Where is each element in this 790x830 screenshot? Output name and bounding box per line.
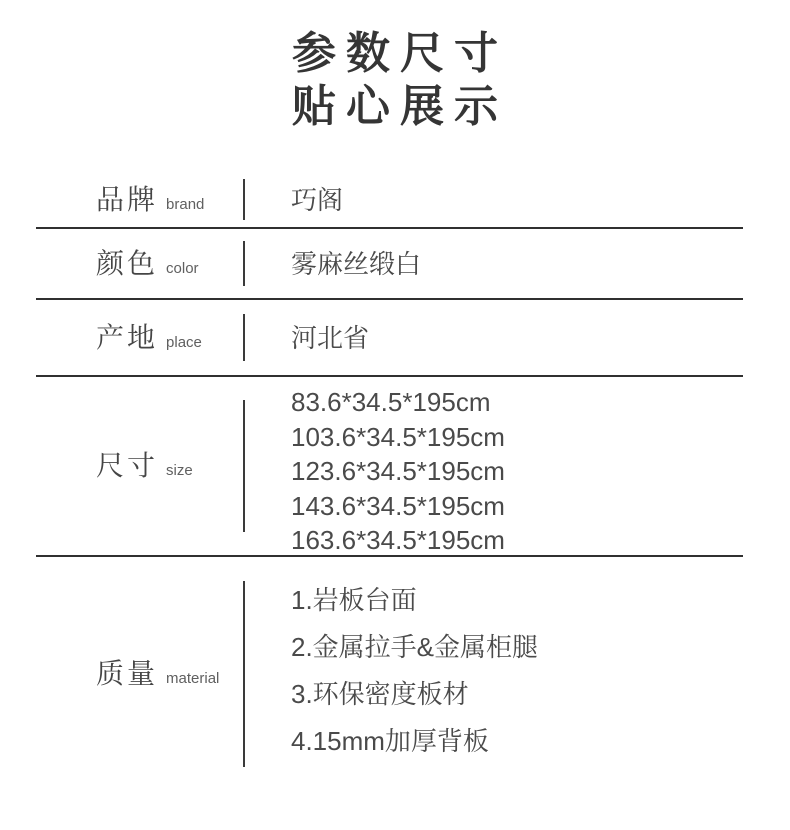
spec-label-cell	[36, 172, 243, 227]
spec-label: 产地	[96, 321, 159, 353]
spec-label-cell	[36, 557, 243, 790]
spec-value: 雾麻丝缎白	[291, 248, 422, 279]
spec-label-cell	[36, 229, 243, 298]
spec-label-pair	[96, 249, 199, 279]
spec-label-pair	[96, 451, 193, 481]
spec-row-place	[36, 300, 743, 377]
spec-label-cell	[36, 377, 243, 555]
spec-sublabel: size	[166, 462, 193, 479]
spec-value-material-3: 3.环保密度板材	[291, 679, 469, 709]
spec-value-size-5: 163.6*34.5*195cm	[291, 525, 505, 555]
spec-label: 颜色	[96, 247, 159, 279]
spec-value-size-4: 143.6*34.5*195cm	[291, 490, 505, 521]
spec-label: 质量	[96, 657, 159, 689]
spec-label-cell	[36, 300, 243, 375]
spec-value-cell	[245, 557, 743, 790]
spec-label: 尺寸	[96, 450, 159, 481]
spec-sublabel: material	[166, 669, 220, 687]
spec-label-pair	[96, 323, 202, 353]
spec-value: 巧阁	[291, 184, 344, 215]
spec-label: 品牌	[96, 183, 159, 215]
spec-value-cell	[245, 172, 743, 227]
spec-value-cell	[245, 300, 743, 375]
spec-row-color	[36, 229, 743, 300]
spec-value-cell	[245, 377, 743, 555]
spec-value-cell	[245, 229, 743, 298]
spec-value-material-2: 2.金属拉手&金属柜腿	[291, 632, 539, 662]
spec-row-brand	[36, 172, 743, 229]
spec-label-pair	[96, 185, 204, 215]
spec-row-material	[36, 557, 743, 790]
spec-sublabel: brand	[166, 195, 205, 213]
spec-table	[36, 172, 743, 790]
spec-value-size-3: 123.6*34.5*195cm	[291, 456, 505, 486]
spec-row-size	[36, 377, 743, 557]
spec-value-size-1: 83.6*34.5*195cm	[291, 387, 491, 417]
page-title	[0, 27, 790, 133]
spec-label-pair	[96, 659, 219, 689]
page-title-line1: 参数尺寸	[292, 29, 508, 78]
spec-sublabel: color	[166, 259, 199, 277]
spec-value-size-2: 103.6*34.5*195cm	[291, 421, 505, 452]
page-title-line2: 贴心展示	[292, 82, 508, 131]
spec-sublabel: place	[166, 333, 202, 351]
spec-value-material-1: 1.岩板台面	[291, 585, 417, 615]
spec-value: 河北省	[291, 322, 370, 353]
spec-value-material-4: 4.15mm加厚背板	[291, 726, 489, 756]
